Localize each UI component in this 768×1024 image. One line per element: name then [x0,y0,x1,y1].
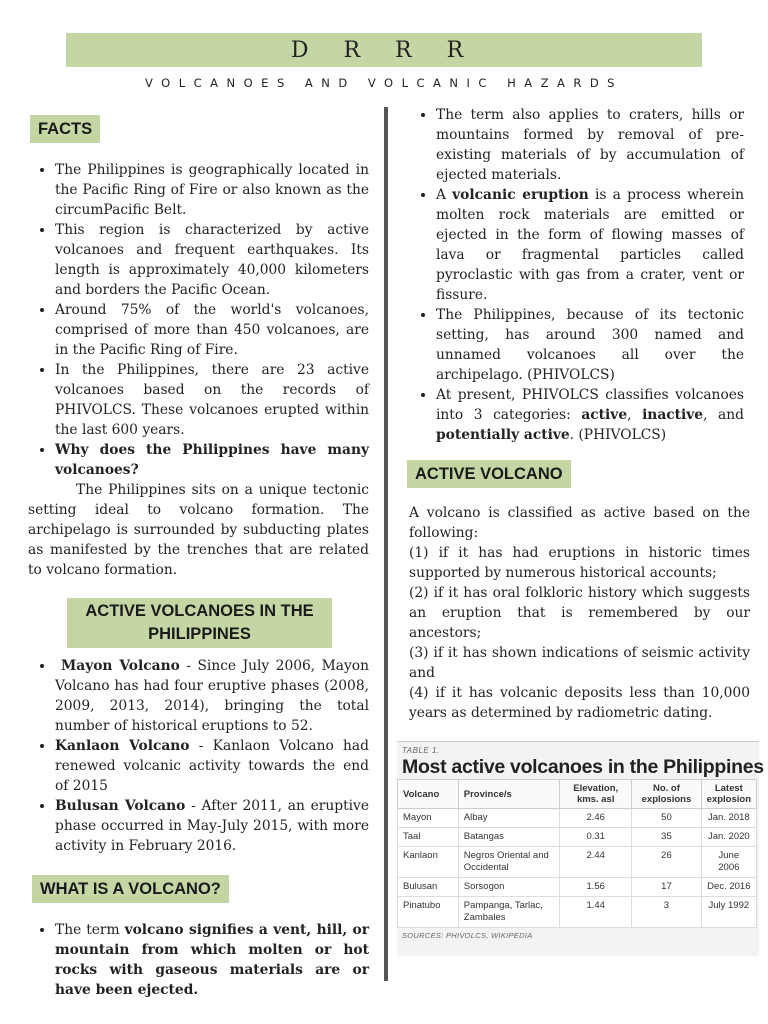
active-volcanoes-heading: ACTIVE VOLCANOES IN THE PHILIPPINES [67,598,332,648]
item-text: , and [703,407,744,423]
table-cell: Sorsogon [458,878,559,897]
table-header-row [398,780,757,809]
list-item: • Around 75% of the world's volcanoes, comprised of more than 450 volcanoes, are in the Pacific Ring of Fire. [55,300,369,360]
table-cell: Batangas [458,828,559,847]
table-cell: Jan. 2018 [701,809,756,828]
item-text: , [627,407,643,423]
column-header: Latest explosion [701,780,756,809]
table-cell: June 2006 [701,847,756,878]
column-header: Volcano [398,780,459,809]
table-cell: 2.44 [560,847,632,878]
table-source: SOURCES: PHIVOLCS, WIKIPEDIA [402,931,533,940]
table-cell: 1.44 [560,897,632,928]
document-subtitle: VOLCANOES AND VOLCANIC HAZARDS [145,76,623,90]
list-item [436,385,744,445]
facts-answer: The Philippines sits on a unique tectonic setting ideal to volcano formation. The archipelago is surrounded by subducting plates as manifested by the trenches that are related to volcano formation. [28,482,369,578]
list-item [436,185,744,305]
volcano-description: - After 2011, an eruptive phase occurred in May-July 2015, with more activity in February 2016. [55,798,369,854]
what-is-volcano-section [28,920,369,1000]
table-cell: 26 [632,847,701,878]
item-text: . (PHIVOLCS) [569,427,667,443]
item-text: A [436,187,453,203]
criterion: (4) if it has volcanic deposits less than 10,000 years as determined by radiometric dating. [409,685,750,721]
item-bold-term: volcanic eruption [452,187,589,203]
list-item [55,796,369,856]
table-label: TABLE 1. [402,746,440,755]
category-inactive: inactive [642,407,704,423]
category-active: active [581,407,628,423]
item-text: At present, PHIVOLCS classifies volcanoes into 3 categories: [436,387,744,423]
column-header: Province/s [458,780,559,809]
table-cell: Pampanga, Tarlac, Zambales [458,897,559,928]
item-text: The term also applies to craters, hills or mountains formed by removal of pre-existing materials of by accumulation of ejected materials. [436,107,744,183]
document-title: D R R R [66,33,702,67]
category-potentially-active: potentially active [436,427,570,443]
active-volcano-intro: A volcano is classified as active based on the following: [409,505,750,541]
list-item: • The Philippines is geographically located in the Pacific Ring of Fire or also known as the circumPacific Belt. [55,160,369,220]
table-cell: 0.31 [560,828,632,847]
table-cell: Kanlaon [398,847,459,878]
table-cell: Albay [458,809,559,828]
list-item [55,736,369,796]
column-header: No. of explosions [632,780,701,809]
what-is-list [28,920,369,1000]
table-cell: Jan. 2020 [701,828,756,847]
volcano-definition: volcano signifies a vent, hill, or mountain from which molten or hot rocks with gaseous materials are or have been ejected. [55,922,369,998]
facts-heading: FACTS [30,115,100,143]
active-volcanoes-section [28,656,369,856]
table-cell: July 1992 [701,897,756,928]
what-is-volcano-heading: WHAT IS A VOLCANO? [32,875,229,903]
list-item: • This region is characterized by active volcanoes and frequent earthquakes. Its length is approximately 40,000 kilometers and borders the Pacific Ocean. [55,220,369,300]
volcano-description: - Kanlaon Volcano had renewed volcanic activity towards the end of 2015 [55,738,369,794]
list-item [55,656,369,736]
table-title: Most active volcanoes in the Philippines [402,756,764,778]
volcano-name: Kanlaon Volcano [55,738,190,754]
list-item: • In the Philippines, there are 23 active volcanoes based on the records of PHIVOLCS. These volcanoes erupted within the last 600 years. [55,360,369,440]
table-cell: 2.46 [560,809,632,828]
list-item [436,105,744,185]
volcano-name: Bulusan Volcano [55,798,186,814]
table-cell: Negros Oriental and Occidental [458,847,559,878]
table-row [398,878,757,897]
table-row [398,897,757,928]
volcano-table-figure [397,741,764,956]
table-row [398,847,757,878]
list-item [436,305,744,385]
volcano-table [397,779,757,928]
facts-question: Why does the Philippines have many volcanoes? [55,442,369,478]
table-cell: 1.56 [560,878,632,897]
active-volcano-section [409,503,750,723]
list-item [55,440,369,480]
table-cell: Dec. 2016 [701,878,756,897]
table-cell: 50 [632,809,701,828]
column-divider [384,107,388,981]
volcano-description: - Since July 2006, Mayon Volcano has had four eruptive phases (2008, 2009, 2013, 2014), bringing the total number of historical eruptions to 52. [55,658,369,734]
volcano-name: Mayon Volcano [61,658,180,674]
list-item [55,920,369,1000]
criterion: (1) if it has had eruptions in historic times supported by numerous historical accounts; [409,545,750,581]
facts-list [28,160,369,480]
definition-lead: The term [55,922,125,938]
table-cell: Taal [398,828,459,847]
table-row [398,828,757,847]
table-cell: 17 [632,878,701,897]
right-column-section [409,105,744,445]
table-cell: Pinatubo [398,897,459,928]
table-cell: 35 [632,828,701,847]
active-volcano-heading: ACTIVE VOLCANO [407,460,571,488]
table-cell: Bulusan [398,878,459,897]
table-cell: 3 [632,897,701,928]
column-header: Elevation, kms. asl [560,780,632,809]
facts-section [28,160,369,580]
item-text: The Philippines, because of its tectonic setting, has around 300 named and unnamed volcanoes all over the archipelago. (PHIVOLCS) [436,307,744,383]
active-volcanoes-list [28,656,369,856]
item-text: is a process wherein molten rock materials are emitted or ejected in the form of flowing masses of lava or fragmental particles called pyroclastic with gas from a crater, vent or fissure. [436,187,744,303]
criterion: (3) if it has shown indications of seismic activity and [409,645,750,681]
table-cell: Mayon [398,809,459,828]
criterion: (2) if it has oral folkloric history which suggests an eruption that is remembered by our ancestors; [409,585,750,641]
table-row [398,809,757,828]
right-list [409,105,744,445]
